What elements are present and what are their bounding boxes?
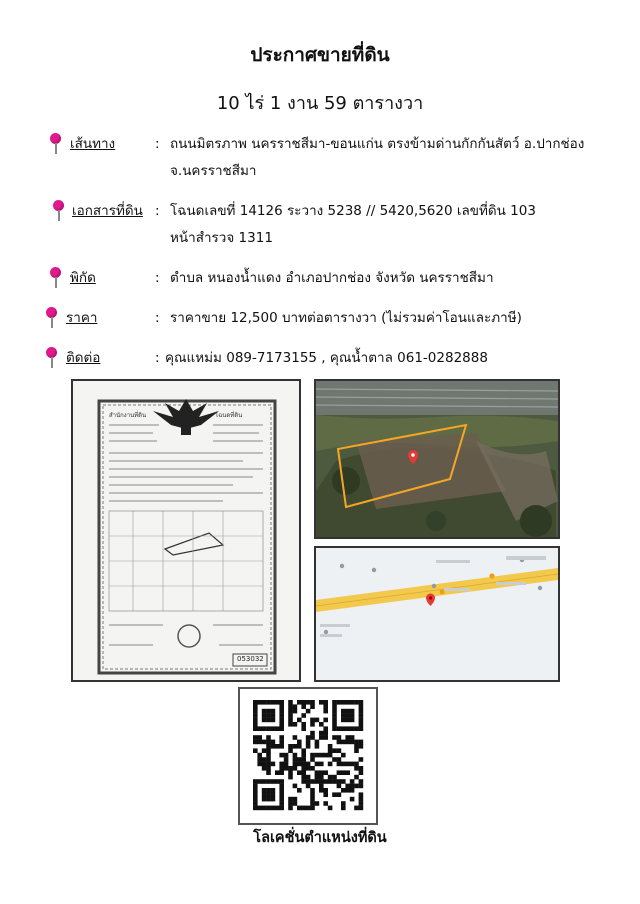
detail-colon: : — [155, 350, 160, 366]
detail-value-line: หน้าสำรวจ 1311 — [170, 230, 273, 246]
map-pin-icon — [52, 200, 66, 222]
detail-value-line: คุณแหม่ม 089-7173155 , คุณน้ำตาล 061-0282888 — [165, 350, 488, 366]
detail-value-line: ถนนมิตรภาพ นครราชสีมา-ขอนแก่น ตรงข้ามด่านกักกันสัตว์ อ.ปากช่อง — [170, 136, 585, 152]
qr-caption: โลเคชั่นตำแหน่งที่ดิน — [253, 830, 387, 846]
title-deed-image — [71, 379, 301, 682]
detail-value-line: ราคาขาย 12,500 บาทต่อตารางวา (ไม่รวมค่าโอนและภาษี) — [170, 310, 522, 326]
detail-colon: : — [155, 310, 160, 326]
detail-label: เส้นทาง — [70, 136, 116, 152]
land-size: 10 ไร่ 1 งาน 59 ตารางวา — [216, 93, 424, 114]
deed-header-left: สำนักงานที่ดิน — [109, 412, 147, 419]
detail-colon: : — [155, 203, 160, 219]
deed-number: 053032 — [237, 655, 264, 663]
page-title: ประกาศขายที่ดิน — [250, 44, 390, 66]
detail-label: ติดต่อ — [66, 350, 101, 366]
satellite-image — [314, 379, 560, 539]
detail-value-line: ตำบล หนองน้ำแดง อำเภอปากช่อง จังหวัด นครราชสีมา — [170, 270, 494, 286]
map-pin-icon — [45, 307, 59, 329]
location-map — [314, 546, 560, 682]
detail-label: พิกัด — [70, 270, 96, 286]
qr-code[interactable] — [238, 687, 378, 825]
deed-header-right: โฉนดที่ดิน — [215, 412, 243, 419]
detail-value-line: โฉนดเลขที่ 14126 ระวาง 5238 // 5420,5620 เลขที่ดิน 103 — [170, 203, 536, 219]
detail-colon: : — [155, 270, 160, 286]
detail-label: ราคา — [66, 310, 98, 326]
map-pin-icon — [49, 133, 63, 155]
detail-value-line: จ.นครราชสีมา — [170, 163, 257, 179]
map-pin-icon — [49, 267, 63, 289]
map-pin-icon — [45, 347, 59, 369]
detail-colon: : — [155, 136, 160, 152]
detail-label: เอกสารที่ดิน — [72, 203, 143, 219]
